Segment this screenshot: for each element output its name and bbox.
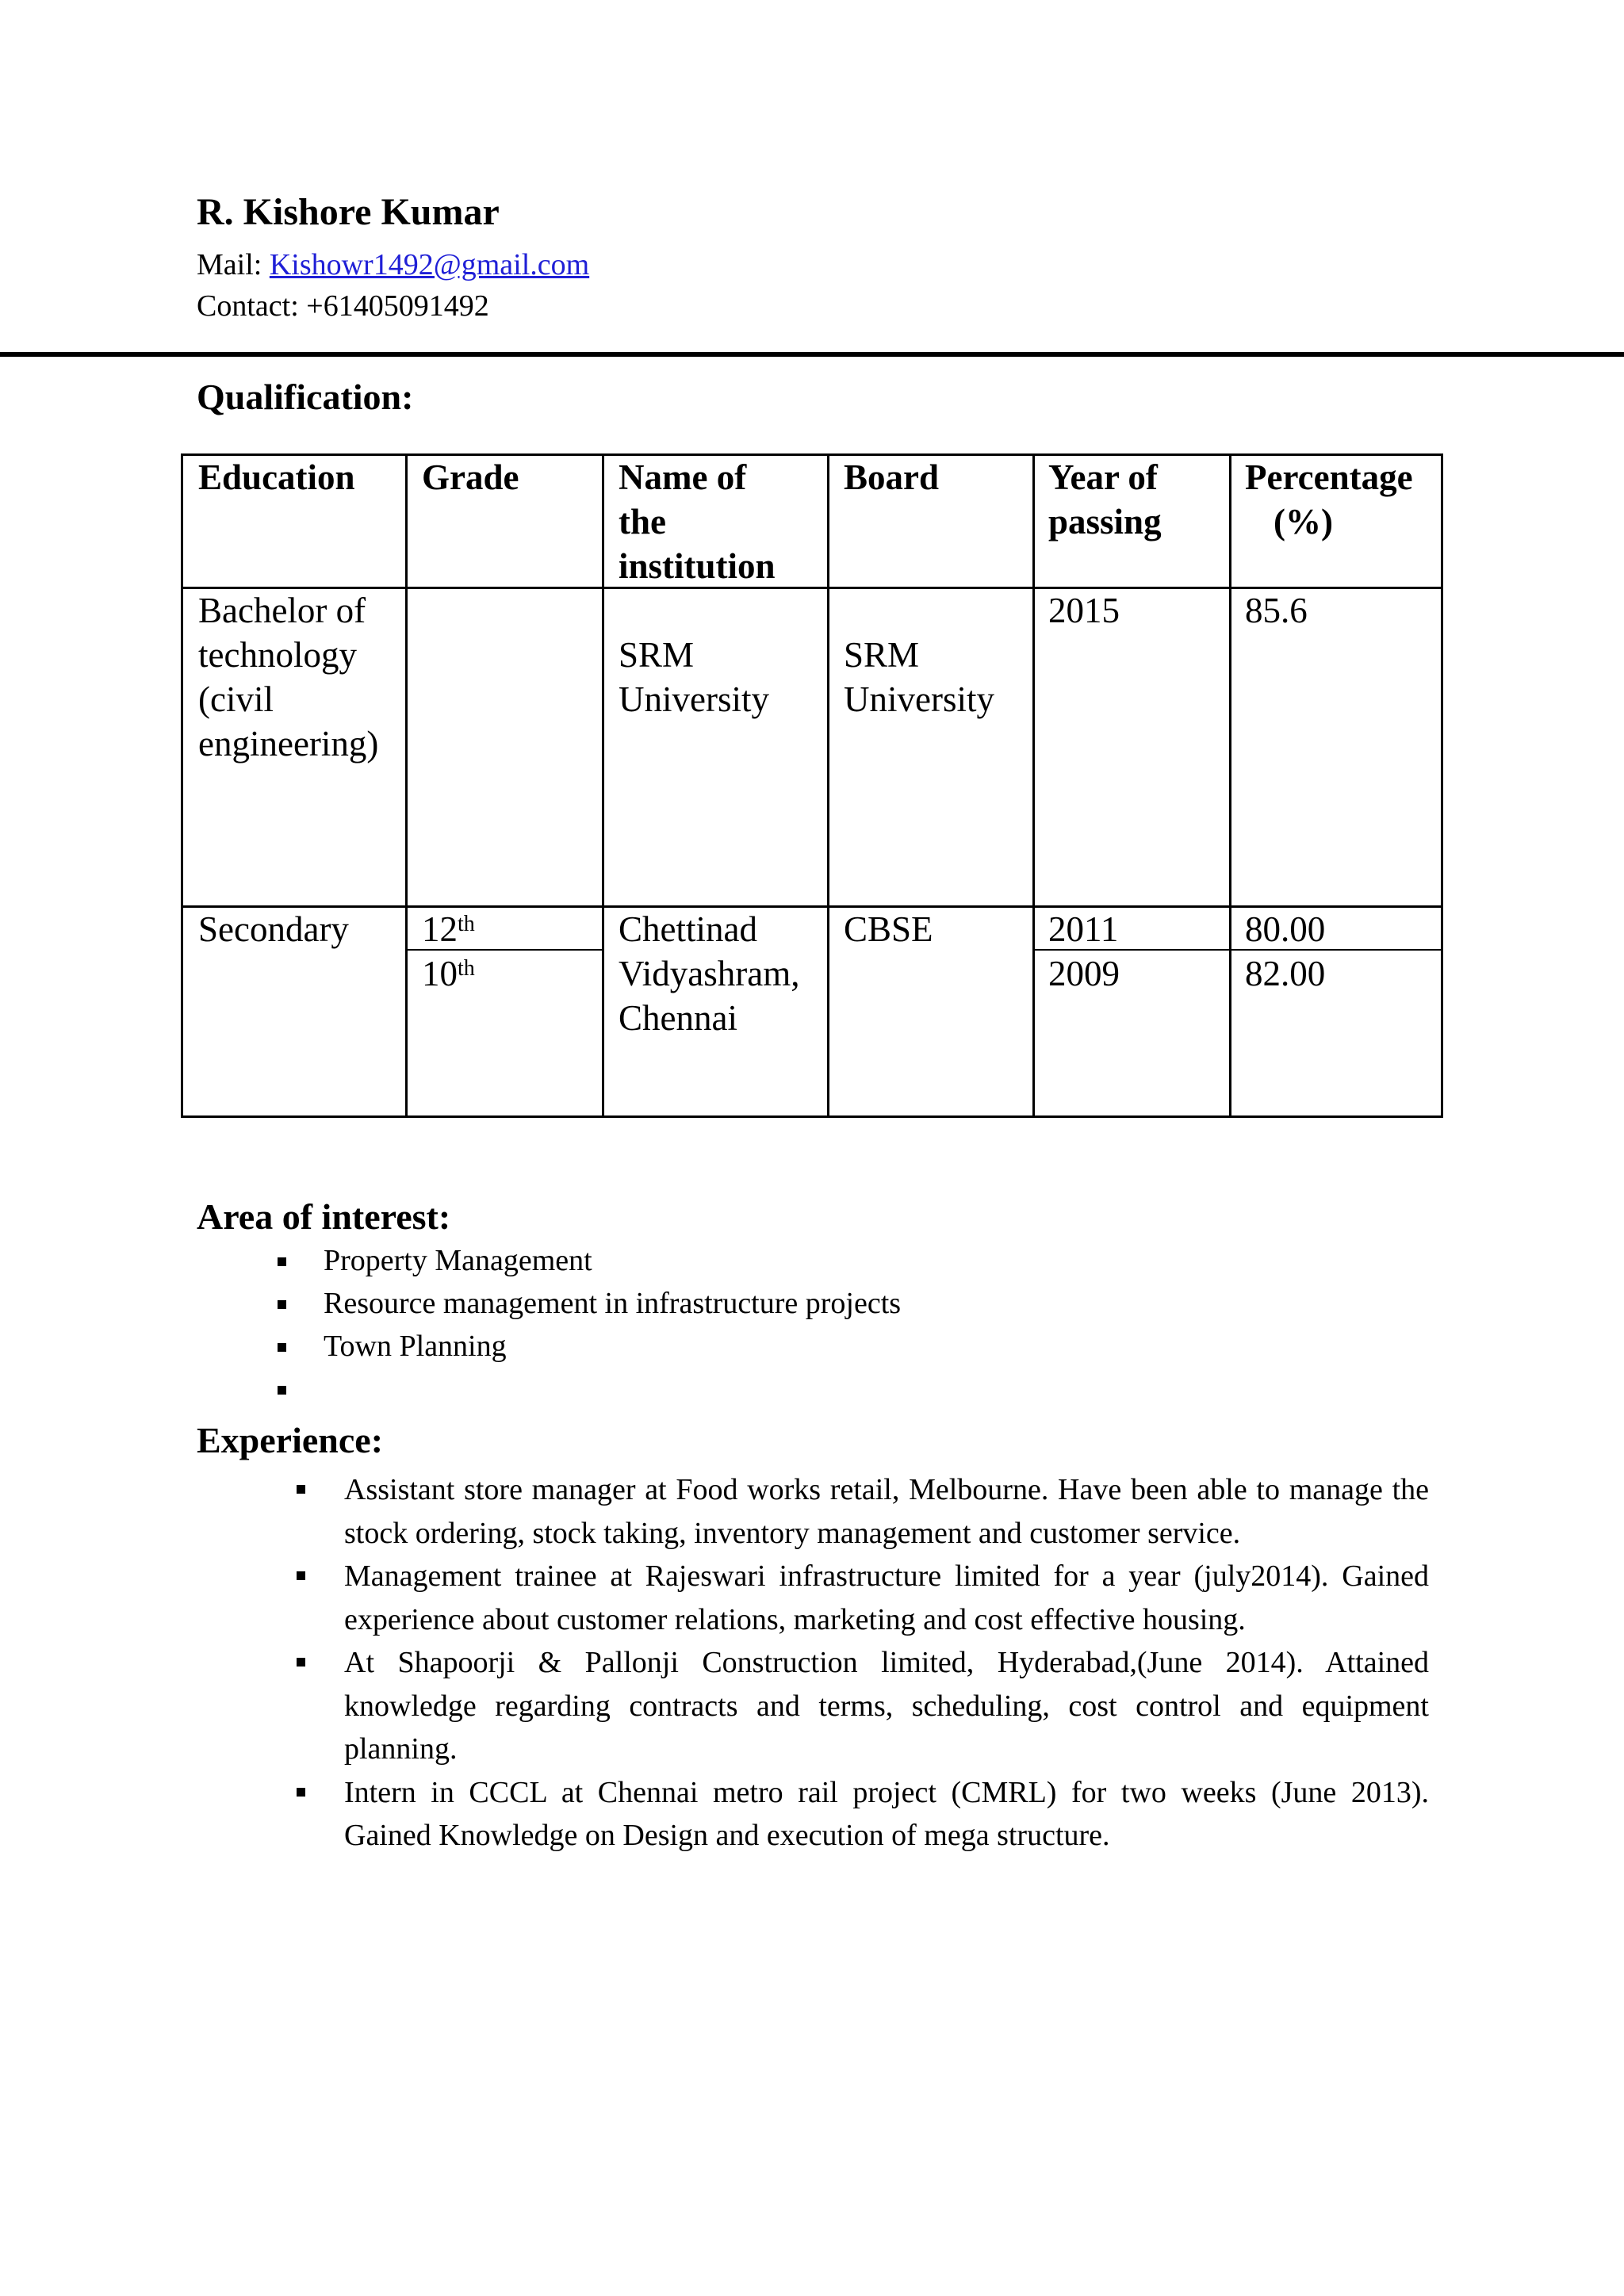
interest-title: Area of interest: [197,1196,451,1237]
table-border-right [1441,453,1443,1118]
year-12: 2011 [1048,909,1119,949]
header-grade: Grade [422,457,519,497]
list-item [278,1372,1467,1414]
header-year: Year of passing [1048,457,1162,541]
table-border-left [181,453,183,1118]
list-item: Town Planning [278,1329,1467,1372]
interest-list [278,1243,1467,1414]
experience-title: Experience: [197,1420,384,1460]
contact-number: +61405091492 [306,289,489,323]
bullet-icon [297,1788,305,1797]
bachelor-institution: SRM University [619,635,769,719]
list-item: Assistant store manager at Food works retail, Melbourne. Have been able to manage the stock ordering, stock taking, inventory management and customer service. [297,1468,1429,1555]
secondary-institution: Chettinad Vidyashram, Chennai [619,909,800,1038]
col-divider [602,453,604,1118]
candidate-name: R. Kishore Kumar [197,191,500,233]
bachelor-education: Bachelor of technology (civil engineering) [198,591,379,763]
pct-12: 80.00 [1245,909,1326,949]
list-item: At Shapoorji & Pallonji Construction limited, Hyderabad,(June 2014). Attained knowledge regarding contracts and terms, scheduling, cost control and equipment planning. [297,1641,1429,1771]
header-divider [0,352,1624,357]
col-divider [827,453,829,1118]
header-board: Board [844,457,940,497]
bullet-icon [278,1343,286,1352]
bullet-icon [278,1257,286,1266]
qualification-table [181,453,1443,1118]
bachelor-board: SRM University [844,635,994,719]
grade-12: 12th [422,909,475,949]
col-divider [1032,453,1035,1118]
list-item: Management trainee at Rajeswari infrastructure limited for a year (july2014). Gained experience about customer relations, marketing and cost effective housing. [297,1555,1429,1641]
bullet-icon [278,1300,286,1309]
secondary-board: CBSE [844,909,933,949]
experience-list [297,1468,1429,1858]
header-education: Education [198,457,355,497]
mail-label: Mail: [197,248,262,281]
mail-line [197,247,589,282]
pct-10: 82.00 [1245,954,1326,993]
bachelor-percentage: 85.6 [1245,591,1308,630]
bullet-icon [297,1658,305,1667]
header-institution: Name of the institution [619,457,776,586]
secondary-education: Secondary [198,909,349,949]
col-divider [1229,453,1231,1118]
bullet-icon [278,1386,286,1395]
bullet-icon [297,1485,305,1494]
bachelor-year: 2015 [1048,591,1120,630]
list-item: Resource management in infrastructure projects [278,1286,1467,1329]
grade-10: 10th [422,954,475,993]
qualification-title: Qualification: [197,377,414,417]
list-item: Property Management [278,1243,1467,1286]
bullet-icon [297,1571,305,1580]
year-10: 2009 [1048,954,1120,993]
contact-line [197,289,489,323]
email-link[interactable]: Kishowr1492@gmail.com [269,248,590,281]
table-border-bottom [181,1115,1443,1118]
list-item: Intern in CCCL at Chennai metro rail project (CMRL) for two weeks (June 2013). Gained Knowledge on Design and execution of mega structure. [297,1771,1429,1858]
contact-label: Contact: [197,289,299,323]
header-percentage: Percentage (%) [1245,457,1413,541]
col-divider [405,453,408,1118]
